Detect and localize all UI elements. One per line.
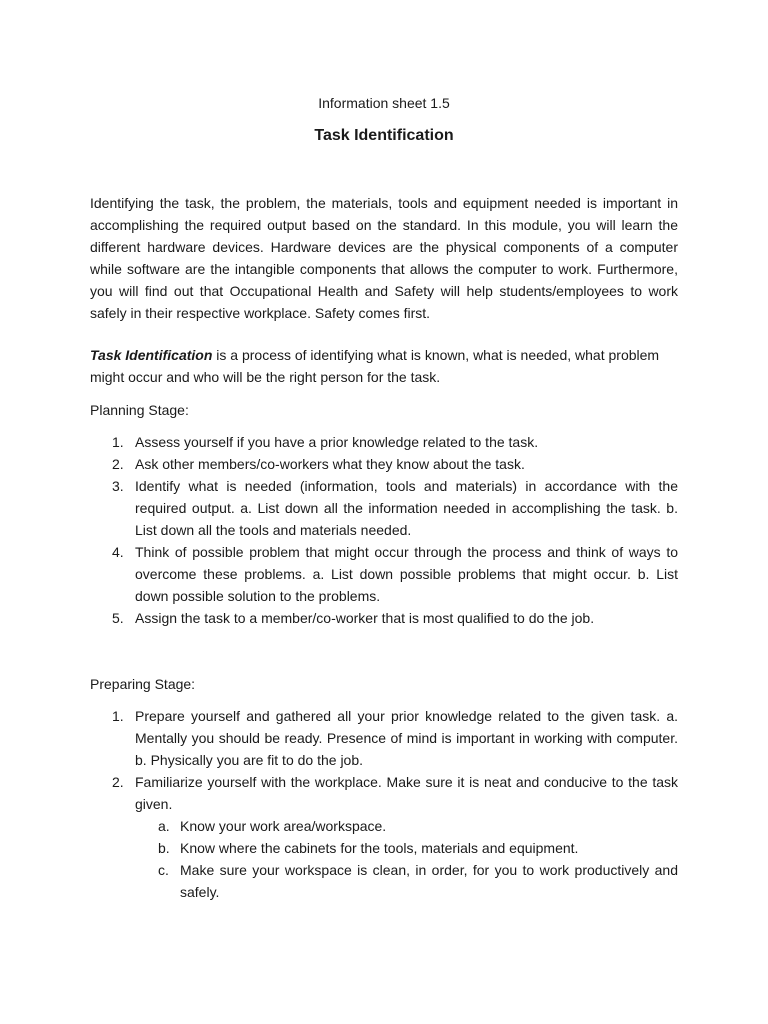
planning-steps-list bbox=[90, 431, 678, 629]
planning-step bbox=[90, 431, 678, 453]
step-text: Identify what is needed (information, tools and materials) in accordance with the required output. a. List down all the information needed in accomplishing the task. b. List down all the tools and materials needed. bbox=[135, 478, 678, 538]
document-page bbox=[90, 92, 678, 903]
step-number: 4. bbox=[112, 544, 124, 560]
definition-text: is a process of identifying what is known, what is needed, what problem might occur and who will be the right person for the task. bbox=[90, 347, 660, 385]
preparing-substeps-list bbox=[135, 815, 678, 903]
sheet-label: Information sheet 1.5 bbox=[318, 95, 450, 111]
step-text: Assess yourself if you have a prior knowledge related to the task. bbox=[135, 434, 539, 450]
substep-letter: b. bbox=[158, 840, 170, 856]
substep-text: Know your work area/workspace. bbox=[180, 818, 387, 834]
step-text: Assign the task to a member/co-worker that is most qualified to do the job. bbox=[135, 610, 595, 626]
step-number: 3. bbox=[112, 478, 124, 494]
substep-letter: a. bbox=[158, 818, 170, 834]
substep-text: Make sure your workspace is clean, in order, for you to work productively and safely. bbox=[180, 862, 678, 900]
preparing-step bbox=[90, 705, 678, 771]
step-text: Familiarize yourself with the workplace. Make sure it is neat and conducive to the task given. bbox=[135, 774, 678, 812]
preparing-step bbox=[90, 771, 678, 903]
planning-step bbox=[90, 607, 678, 629]
planning-step bbox=[90, 475, 678, 541]
definition-term: Task Identification bbox=[90, 347, 213, 363]
step-text: Ask other members/co-workers what they know about the task. bbox=[135, 456, 525, 472]
preparing-stage-label: Preparing Stage: bbox=[90, 676, 196, 692]
preparing-substep bbox=[135, 859, 678, 903]
planning-step bbox=[90, 541, 678, 607]
preparing-substep bbox=[135, 815, 678, 837]
substep-text: Know where the cabinets for the tools, materials and equipment. bbox=[180, 840, 579, 856]
planning-step bbox=[90, 453, 678, 475]
substep-letter: c. bbox=[158, 862, 169, 878]
step-number: 2. bbox=[112, 774, 124, 790]
preparing-steps-list bbox=[90, 705, 678, 903]
preparing-substep bbox=[135, 837, 678, 859]
definition-paragraph bbox=[90, 344, 678, 388]
step-number: 1. bbox=[112, 434, 124, 450]
planning-stage-label: Planning Stage: bbox=[90, 402, 189, 418]
step-number: 5. bbox=[112, 610, 124, 626]
step-text: Think of possible problem that might occur through the process and think of ways to overcome these problems. a. List down possible problems that might occur. b. List down possible solution to the problems. bbox=[135, 544, 678, 604]
step-text: Prepare yourself and gathered all your prior knowledge related to the given task. a. Mentally you should be ready. Presence of mind is important in working with computer. b. Physically you are fit to do the job. bbox=[135, 708, 678, 768]
intro-paragraph: Identifying the task, the problem, the materials, tools and equipment needed is important in accomplishing the required output based on the standard. In this module, you will learn the different hardware devices. Hardware devices are the physical components of a computer while software are the intangible components that allows the computer to work. Furthermore, you will find out that Occupational Health and Safety will help students/employees to work safely in their respective workplace. Safety comes first. bbox=[90, 195, 678, 321]
page-title: Task Identification bbox=[314, 127, 454, 144]
step-number: 1. bbox=[112, 708, 124, 724]
step-number: 2. bbox=[112, 456, 124, 472]
